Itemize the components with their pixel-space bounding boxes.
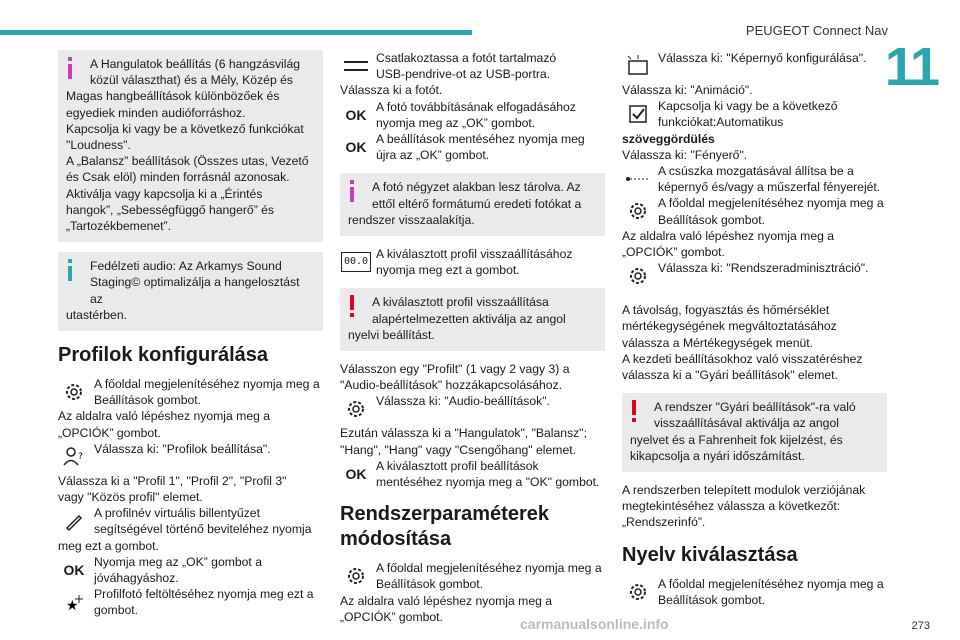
body-text: szöveggördülés (622, 131, 715, 146)
gear-icon[interactable] (58, 377, 90, 407)
screen-icon[interactable] (622, 51, 654, 81)
checkbox-icon[interactable] (622, 99, 654, 129)
svg-text:?: ? (78, 451, 83, 462)
note-line: "Loudness". (66, 138, 131, 153)
info-note (340, 173, 605, 236)
step-text: Beállítások gombot. (94, 393, 202, 408)
step-settings (622, 576, 887, 608)
body-text: "Audio-beállítások" hozzákapcsolásához. (340, 378, 563, 393)
step-text: Válassza ki: "Képernyő konfigurálása". (658, 51, 867, 65)
step-text: Válassza ki: "Profilok beállítása". (94, 441, 271, 456)
step-text: A főoldal megjelenítéséhez nyomja meg a (658, 196, 884, 211)
step-text: A fotó továbbításának elfogadásához (376, 99, 576, 114)
reset-icon[interactable]: 00.0 (340, 247, 372, 277)
step-sysadmin (622, 260, 887, 292)
gear-icon[interactable] (340, 561, 372, 591)
step-settings (622, 195, 887, 227)
info-note (58, 252, 323, 331)
section-heading: Rendszerparaméterek módosítása (340, 503, 549, 551)
note-line: A kiválasztott profil visszaállítása (372, 295, 549, 310)
step-text: A főoldal megjelenítéséhez nyomja meg a (94, 377, 320, 392)
body-text: meg ezt a gombot. (58, 538, 159, 553)
body-text: A távolság, fogyasztás és hőmérséklet (622, 303, 830, 318)
page-number: 273 (911, 620, 930, 632)
section-heading: Nyelv kiválasztása (622, 543, 798, 566)
note-line: nyelvet és a Fahrenheit fok kijelzést, és (630, 432, 843, 447)
usb-icon (340, 51, 372, 81)
ok-icon[interactable]: OK (345, 138, 367, 155)
column-1 (58, 50, 323, 619)
step-text: Válassza ki: "Rendszeradminisztráció". (658, 261, 869, 276)
body-text: válassza ki a "Gyári beállítások" elemet. (622, 368, 838, 383)
warning-icon (348, 295, 356, 321)
note-line: és Csak elöl) minden forrásnál azonosak. (66, 170, 290, 185)
info-icon (348, 180, 356, 206)
step-usb (340, 50, 605, 82)
body-text: megtekintéséhez válassza a következőt: (622, 499, 841, 514)
step-text: USB-pendrive-ot az USB-portra. (376, 67, 551, 82)
info-icon (66, 259, 74, 285)
watermark: carmanualsonline.info (520, 616, 669, 632)
note-line: hangok”, „Sebességfüggő hangerő” és (66, 202, 275, 217)
body-text: „Rendszerinfó”. (622, 515, 706, 530)
body-text: Válassza ki a "Profil 1", "Profil 2", "Profil 3" (58, 473, 287, 488)
step-text: jóváhagyáshoz. (94, 571, 179, 586)
note-line: Magas hangbeállítások különbözőek és (66, 89, 280, 104)
note-line: A rendszer "Gyári beállítások"-ra való (654, 400, 856, 415)
body-text: "Hang", "Hang" vagy "Csengőhang" elemet. (340, 442, 576, 457)
step-text: Beállítások gombot. (376, 577, 484, 592)
ok-icon[interactable]: OK (63, 561, 85, 578)
note-line: alapértelmezetten aktiválja az angol (372, 311, 566, 326)
note-line: utastérben. (66, 307, 127, 322)
step-text: A kiválasztott profil beállítások (376, 458, 539, 473)
ok-icon[interactable]: OK (345, 106, 367, 123)
note-line: visszaállításával aktiválja az angol (654, 416, 839, 431)
step-photo (58, 586, 323, 618)
step-save (340, 131, 605, 163)
svg-text:★: ★ (66, 598, 79, 614)
step-name (58, 505, 323, 537)
step-screen (622, 50, 887, 82)
note-line: nyelvi beállítást. (348, 327, 435, 342)
gear-icon[interactable] (340, 394, 372, 424)
body-text: „OPCIÓK” gombot. (622, 245, 725, 260)
warning-note (340, 288, 605, 351)
note-line: ettől eltérő formátumú eredeti fotókat a (372, 196, 582, 211)
gear-icon[interactable] (622, 577, 654, 607)
body-text: „OPCIÓK” gombot. (58, 425, 161, 440)
step-audio (340, 393, 605, 425)
note-line: rendszer visszaalakítja. (348, 212, 475, 227)
step-profiles (58, 441, 323, 473)
note-line: kikapcsolja a nyári időszámítást. (630, 448, 805, 463)
section-heading: Profilok konfigurálása (58, 344, 269, 367)
body-text: Az aldalra való lépéshez nyomja meg a (340, 593, 553, 608)
note-line: Aktiválja vagy kapcsolja ki a „Érintés (66, 186, 263, 201)
note-line: Fedélzeti audio: Az Arkamys Sound (90, 259, 282, 274)
note-line: Kapcsolja ki vagy be a következő funkciókat (66, 121, 304, 136)
note-line: A „Balansz” beállítások (Összes utas, Vezető (66, 154, 309, 169)
note-line: egyediek minden audióforráshoz. (66, 105, 246, 120)
body-text: Az aldalra való lépéshez nyomja meg a (58, 409, 271, 424)
body-text: A kezdeti beállításokhoz való visszatéréshez (622, 351, 863, 366)
step-text: segítségével történő beviteléhez nyomja (94, 522, 312, 537)
step-text: Kapcsolja ki vagy be a következő (658, 99, 838, 114)
step-text: képernyő és/vagy a műszerfal fényerejét. (658, 180, 881, 195)
warning-icon (630, 400, 638, 426)
body-text: vagy "Közös profil" elemet. (58, 490, 203, 505)
body-text: Válassza ki: "Animáció". (622, 83, 753, 97)
step-settings (58, 376, 323, 408)
body-text: Válassza ki a fotót. (340, 83, 443, 98)
info-note (58, 50, 323, 242)
body-text: Válasszon egy "Profilt" (1 vagy 2 vagy 3) a (340, 362, 570, 377)
step-text: újra az „OK” gombot. (376, 148, 490, 163)
step-text: A beállítások mentéséhez nyomja meg (376, 132, 585, 147)
step-text: Nyomja meg az „OK” gombot a (94, 554, 262, 569)
note-line: közül választhat) és a Mély, Közép és (90, 73, 293, 88)
step-brightness (622, 163, 887, 195)
warning-note (622, 393, 887, 472)
body-text: Válassza ki: "Fényerő". (622, 147, 748, 162)
column-2 (340, 50, 605, 625)
step-toggle (622, 98, 887, 130)
step-reset (340, 246, 605, 278)
body-text: A rendszerben telepített modulok verziójának (622, 483, 866, 498)
profile-icon[interactable] (58, 442, 90, 472)
note-line: A fotó négyzet alakban lesz tárolva. Az (372, 180, 581, 195)
step-save-profile (340, 458, 605, 490)
step-text: Profilfotó feltöltéséhez nyomja meg ezt a (94, 587, 314, 602)
body-text: Ezután válassza ki a "Hangulatok", "Balansz"; (340, 426, 587, 441)
step-text: A főoldal megjelenítéséhez nyomja meg a (376, 561, 602, 576)
note-line: A Hangulatok beállítás (6 hangzásvilág (90, 57, 301, 71)
note-line: Staging© optimalizálja a hangelosztást az (90, 275, 300, 306)
step-text: funkciókat:Automatikus (658, 115, 784, 130)
step-text: Beállítások gombot. (658, 212, 766, 227)
step-text: A főoldal megjelenítéséhez nyomja meg a (658, 576, 884, 591)
info-icon (66, 57, 74, 83)
step-text: A profilnév virtuális billentyűzet (94, 506, 260, 521)
gear-icon[interactable] (622, 196, 654, 226)
step-text: Válassza ki: "Audio-beállítások". (376, 394, 550, 409)
body-text: Az aldalra való lépéshez nyomja meg a (622, 228, 835, 243)
body-text: mértékegységének megváltoztatásához (622, 319, 837, 334)
step-text: nyomja meg az „OK” gombot. (376, 115, 536, 130)
chapter-number: 11 (884, 37, 938, 97)
star-add-icon[interactable] (58, 587, 90, 617)
step-ok (58, 554, 323, 586)
step-text: gombot. (94, 603, 139, 618)
column-3 (622, 50, 887, 608)
header-accent-bar (0, 30, 472, 35)
step-text: mentéséhez nyomja meg a "OK" gombot. (376, 475, 600, 490)
step-text: Csatlakoztassa a fotót tartalmazó (376, 51, 557, 65)
note-line: „Tartozékbemenet”. (66, 219, 171, 234)
slider-icon[interactable] (622, 164, 654, 194)
gear-icon[interactable] (622, 261, 654, 291)
body-text: „OPCIÓK” gombot. (340, 609, 443, 624)
step-accept (340, 99, 605, 131)
ok-icon[interactable]: OK (345, 465, 367, 482)
step-settings (340, 560, 605, 592)
body-text: válassza a Mértékegységek menüt. (622, 335, 814, 350)
pencil-icon[interactable] (58, 506, 90, 536)
running-title: PEUGEOT Connect Nav (745, 23, 888, 38)
step-text: Beállítások gombot. (658, 592, 766, 607)
step-text: A kiválasztott profil visszaállításához (376, 247, 573, 262)
step-text: nyomja meg ezt a gombot. (376, 263, 520, 278)
step-text: A csúszka mozgatásával állítsa be a (658, 164, 854, 179)
